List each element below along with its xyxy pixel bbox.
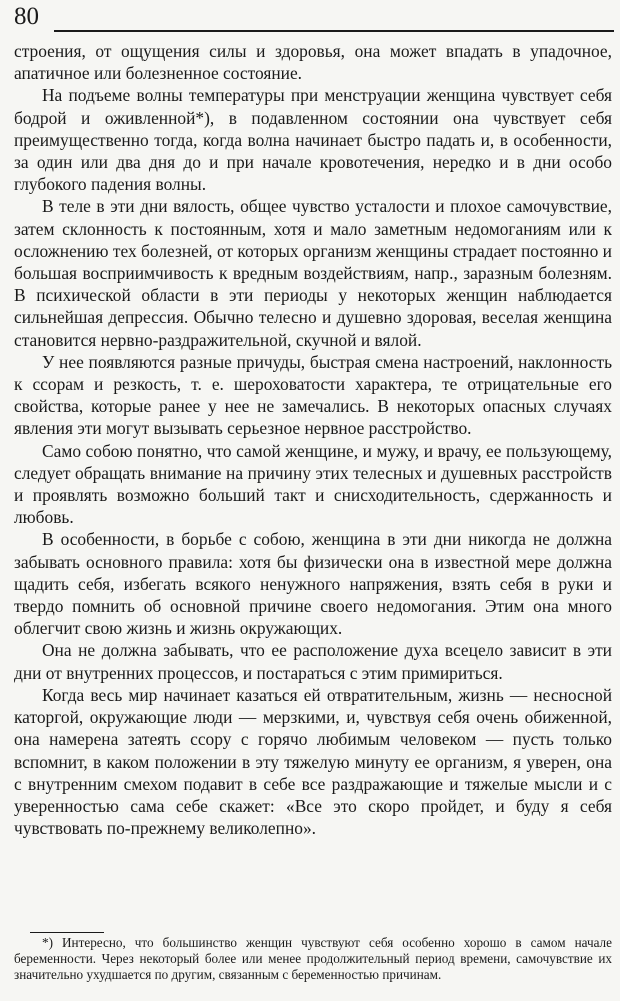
page-header [14,2,614,36]
page-number: 80 [14,3,39,30]
paragraph-1: строения, от ощущения силы и здоровья, она может впадать в упадочное, апатичное или болезненное состояние. [14,41,612,84]
paragraph-7: Она не должна забывать, что ее расположение духа всецело зависит в эти дни от внутренних процессов, и постараться с этим примириться. [14,640,612,683]
paragraph-5: Само собою понятно, что самой женщине, и мужу, и врачу, ее пользующему, следует обращать внимание на причину этих телесных и душевных расстройств и проявлять возможно больший такт и снисходительность, сдержанность и любовь. [14,440,612,528]
paragraph-8: Когда весь мир начинает казаться ей отвратительным, жизнь — несносной каторгой, окружающие люди — мерзкими, и, чувствуя себя очень обиженной, она намерена затеять ссору с горячо любимым человеком — пусть только вспомнит, в каком положении в эту тяжелую минуту ее организм, я уверен, она с внутренним смехом подавит в себе все раздражающие и тяжелые мысли и с уверенностью сама себе скажет: «Все это скоро пройдет, и буду я себя чувствовать по-прежнему великолепно». [14,684,612,839]
footnote: *) Интересно, что большинство женщин чувствуют себя особенно хорошо в самом начале беременности. Через некоторый более или менее продолжительный период времени, самочувствие их значительно ухудшается по другим, связанным с беременностью причинам. [14,935,612,983]
page-body [14,40,612,839]
footnote-rule [30,932,104,933]
paragraph-4: У нее появляются разные причуды, быстрая смена настроений, наклонность к ссорам и резкость, т. е. шероховатости характера, те отрицательные его свойства, которые ранее у нее не замечались. В некоторых опасных случаях явления эти могут вызывать серьезное нервное расстройство. [14,351,612,439]
paragraph-2: На подъеме волны температуры при менструации женщина чувствует себя бодрой и оживленной*), в подавленном состоянии она чувствует себя преимущественно тогда, когда волна начинает быстро падать и, в особенности, за один или два дня до и при начале кровотечения, нередко и в дни особо глубокого падения волны. [14,85,612,195]
paragraph-3: В теле в эти дни вялость, общее чувство усталости и плохое самочувствие, затем склонность к постоянным, хотя и мало заметным недомоганиям или к осложнению тех болезней, от которых организм женщины страдает постоянно и большая восприимчивость к вредным воздействиям, напр., заразным болезням. В психической области в эти периоды у некоторых женщин наблюдается сильнейшая депрессия. Обычно телесно и душевно здоровая, веселая женщина становится нервно-раздражительной, скучной и вялой. [14,196,612,350]
paragraph-6: В особенности, в борьбе с собою, женщина в эти дни никогда не должна забывать основного правила: хотя бы физически она в известной мере должна щадить себя, избегать всякого ненужного напряжения, взять себя в руки и твердо помнить об основной причине своего недомогания. Этим она много облегчит свою жизнь и жизнь окружающих. [14,529,612,639]
header-rule [54,30,614,32]
